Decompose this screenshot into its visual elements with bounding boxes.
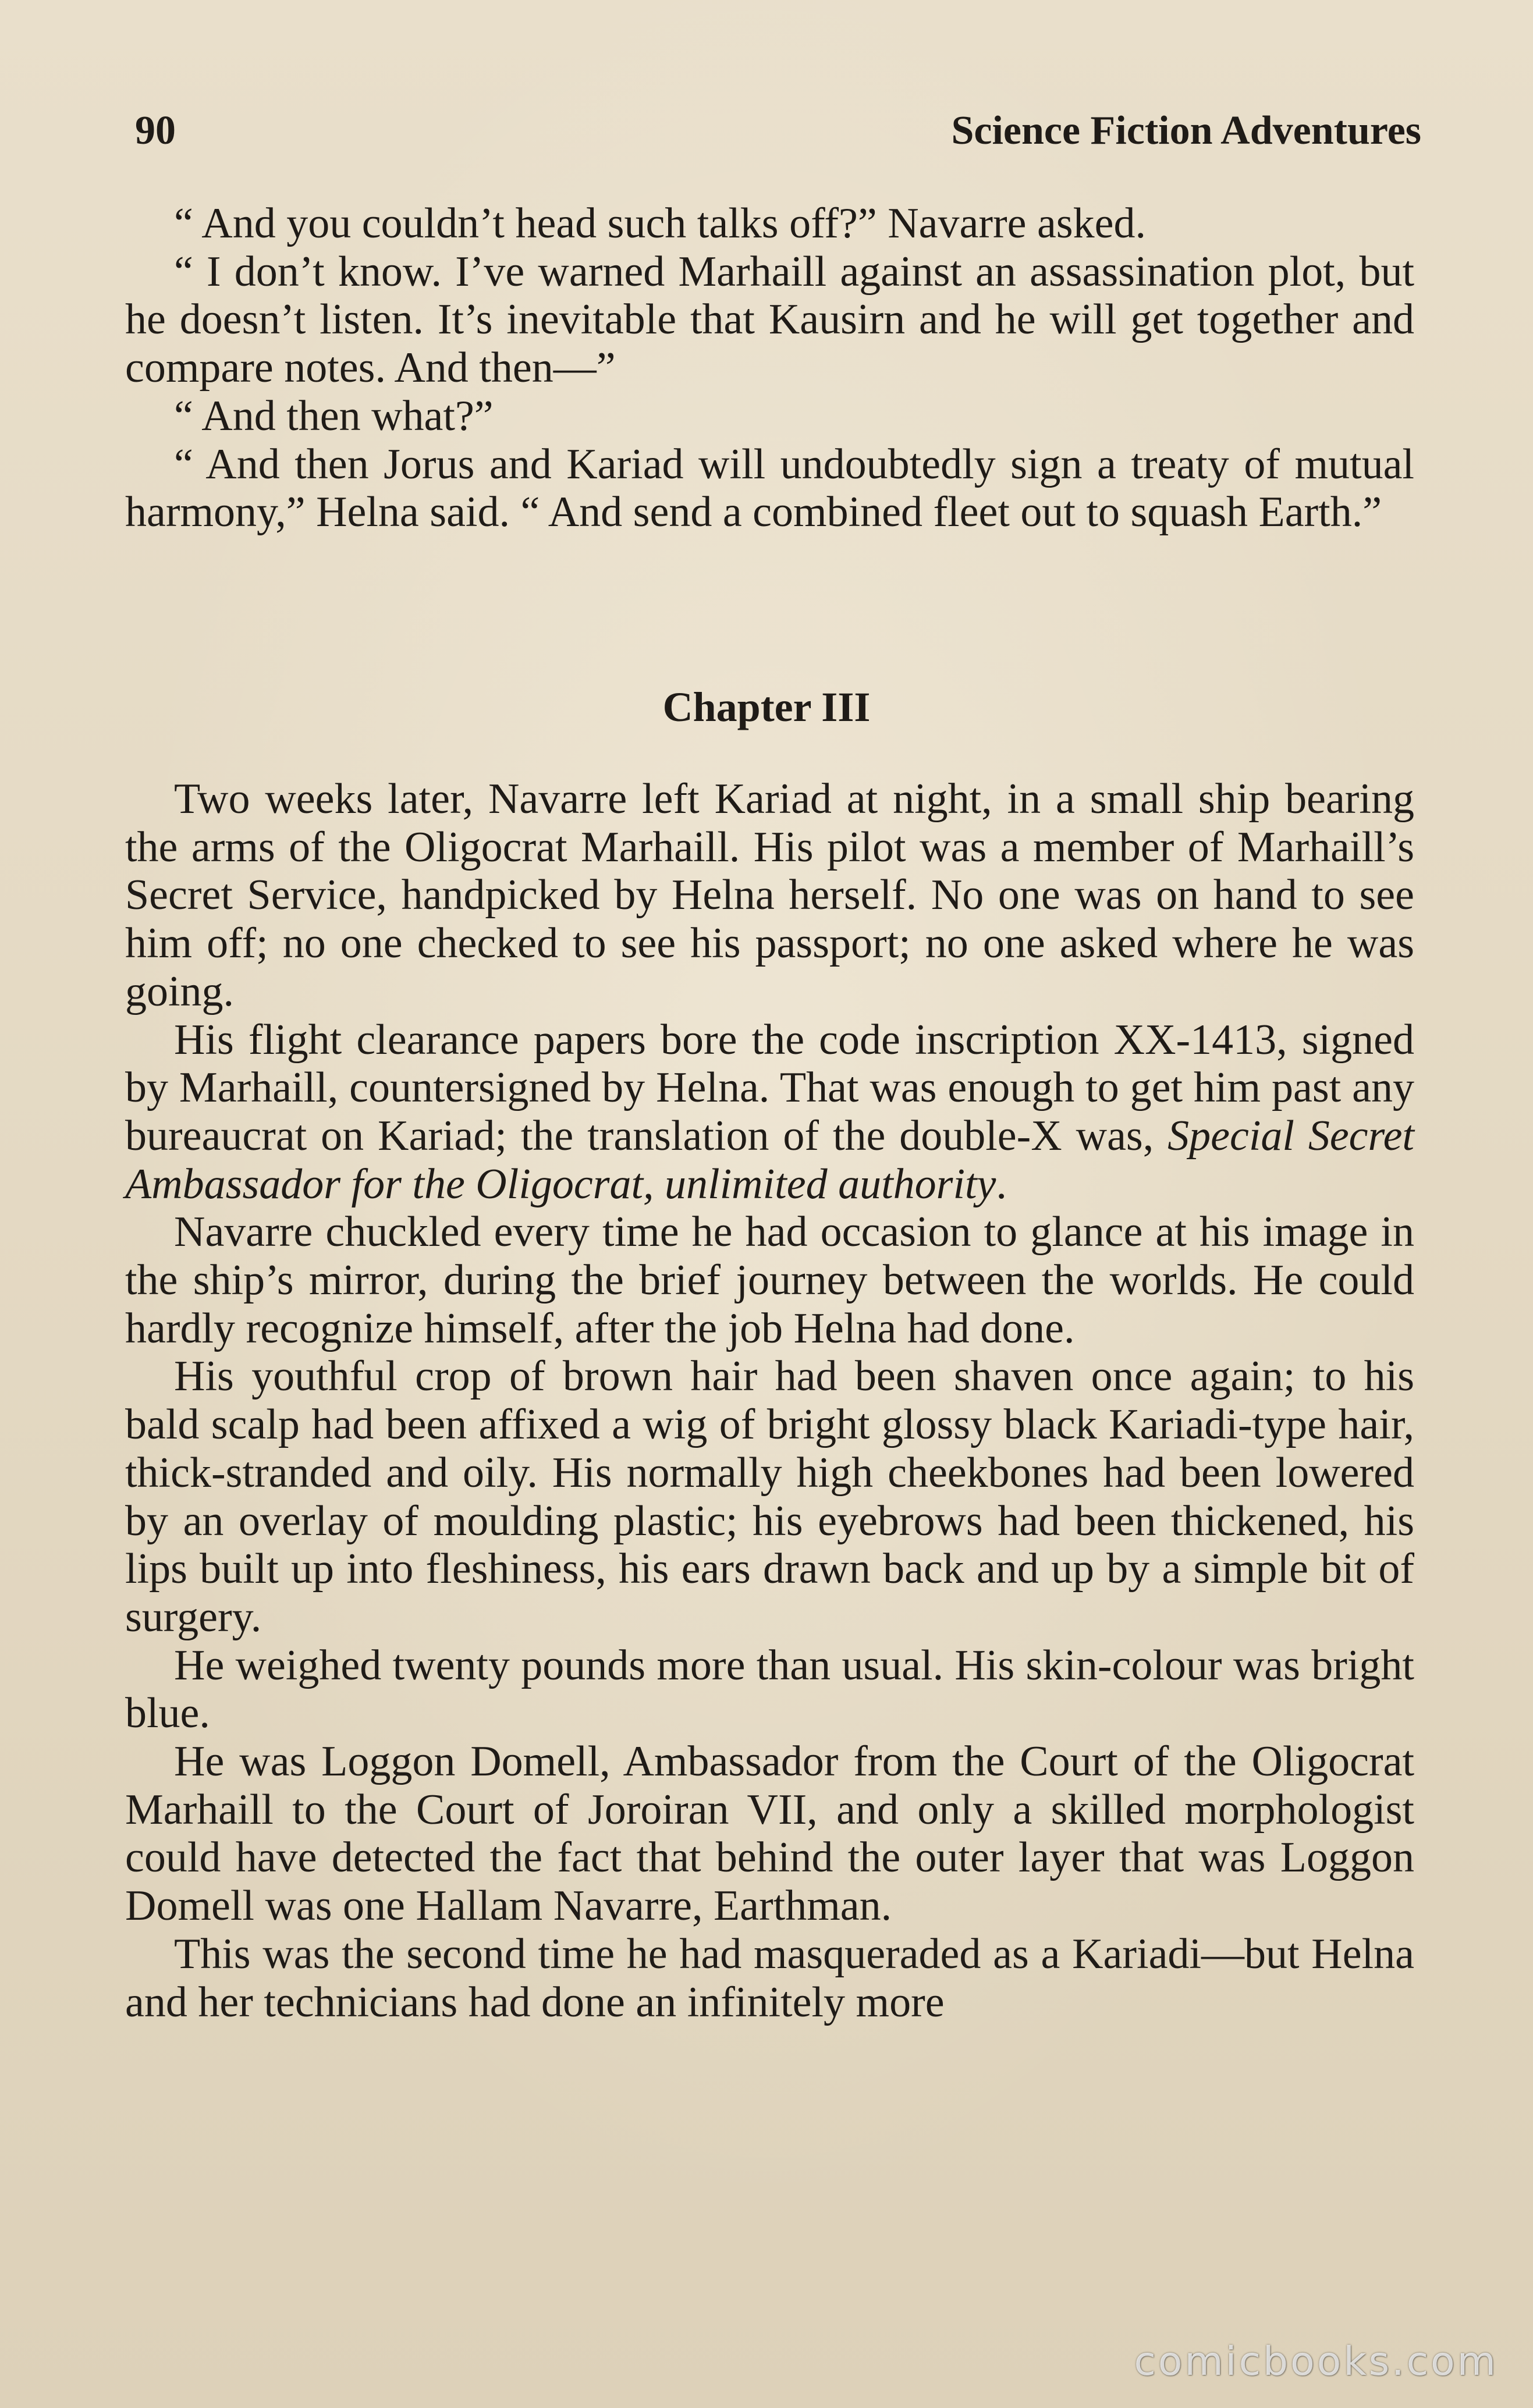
paragraph-text: His flight clearance papers bore the code inscription XX-1413, signed by Marhaill, countersigned by Helna. That was enough to get him past any bureaucrat on Kariad; the translation of the double-X was, <box>125 1015 1414 1160</box>
paragraph: “ And you couldn’t head such talks off?” Navarre asked. <box>174 200 1146 247</box>
paragraph: He was Loggon Domell, Ambassador from the Court of the Oligocrat Marhaill to the Court of Joroiran VII, and only a skilled morphologist could have detected the fact that behind the outer layer that was Loggon Domell was one Hallam Navarre, Earthman. <box>125 1738 1414 1930</box>
paragraph: This was the second time he had masqueraded as a Kariadi—but Helna and her technicians had done an infinitely more <box>125 1930 1414 2026</box>
chapter-heading: Chapter III <box>662 684 871 730</box>
paragraph: His youthful crop of brown hair had been shaven once again; to his bald scalp had been affixed a wig of bright glossy black Kariadi-type hair, thick-stranded and oily. His normally high cheekbones had been lowered by an overlay of moulding plastic; his eyebrows had been thickened, his lips built up into fleshiness, his ears drawn back and up by a simple bit of surgery. <box>125 1352 1414 1641</box>
watermark: comicbooks.com <box>1134 2339 1498 2385</box>
paragraph: “ And then Jorus and Kariad will undoubtedly sign a treaty of mutual harmony,” Helna said. “ And send a combined fleet out to squash Earth.” <box>125 440 1414 537</box>
paragraph <box>125 1016 1414 1209</box>
paragraph-text: . <box>996 1160 1007 1208</box>
paragraph: “ I don’t know. I’ve warned Marhaill against an assassination plot, but he doesn’t listen. It’s inevitable that Kausirn and he will get together and compare notes. And then—” <box>125 247 1414 392</box>
running-title: Science Fiction Adventures <box>951 108 1421 153</box>
page-number: 90 <box>135 108 176 153</box>
paragraph: Navarre chuckled every time he had occasion to glance at his image in the ship’s mirror, during the brief journey between the worlds. He could hardly recognize himself, after the job Helna had done. <box>125 1208 1414 1352</box>
dialogue-section <box>125 200 1414 537</box>
chapter-body <box>125 775 1414 2026</box>
paragraph: Two weeks later, Navarre left Kariad at night, in a small ship bearing the arms of the Oligocrat Marhaill. His pilot was a member of Marhaill’s Secret Service, handpicked by Helna herself. No one was on hand to see him off; no one checked to see his passport; no one asked where he was going. <box>125 775 1414 1015</box>
page-header <box>135 105 1421 157</box>
italic-phrase: Special Secret Ambassador for the Oligocrat, unlimited authority <box>125 1111 1414 1208</box>
paragraph: “ And then what?” <box>174 392 494 440</box>
paragraph: He weighed twenty pounds more than usual. His skin-colour was bright blue. <box>125 1641 1414 1738</box>
